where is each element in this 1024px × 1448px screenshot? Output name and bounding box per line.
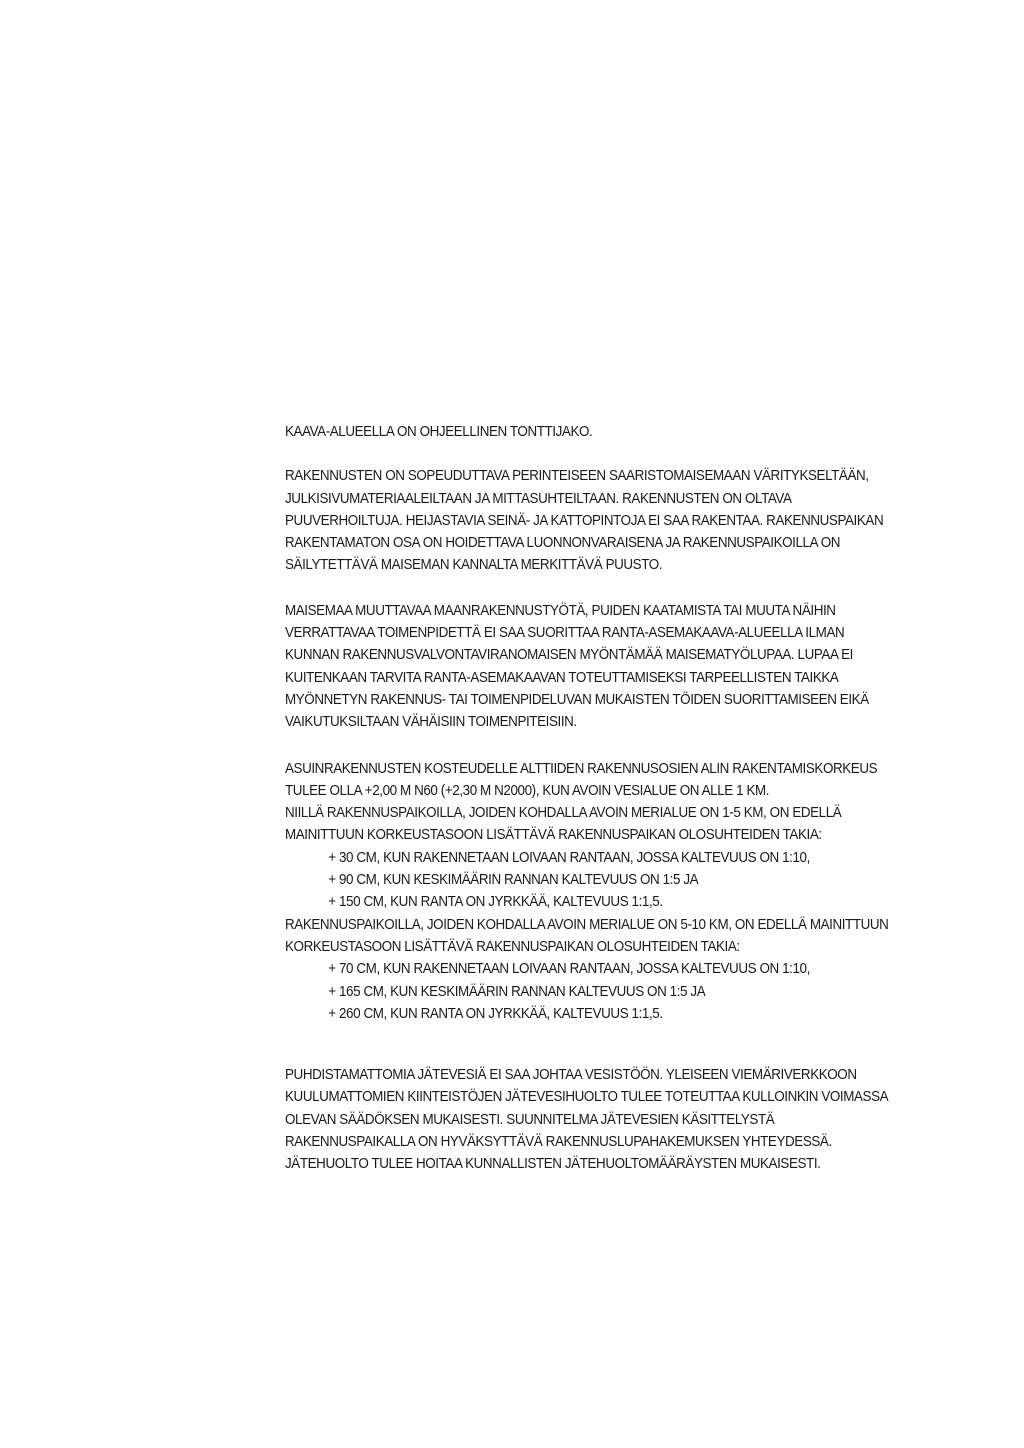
text-line: KAAVA-ALUEELLA ON OHJEELLINEN TONTTIJAKO. (285, 424, 593, 440)
text-line: ASUINRAKENNUSTEN KOSTEUDELLE ALTTIIDEN RAKENNUSOSIEN ALIN RAKENTAMISKORKEUS (285, 760, 878, 777)
text-line: RAKENNUSTEN ON SOPEUDUTTAVA PERINTEISEEN SAARISTOMAISEMAAN VÄRITYKSELTÄÄN, (285, 468, 869, 485)
text-line: JÄTEHUOLTO TULEE HOITAA KUNNALLISTEN JÄTEHUOLTOMÄÄRÄYSTEN MUKAISESTI. (285, 1156, 821, 1173)
paragraph-construction-height (285, 758, 901, 1026)
paragraph-wastewater (285, 1064, 901, 1175)
list-item: + 150 CM, KUN RANTA ON JYRKKÄÄ, KALTEVUUS 1:1,5. (328, 894, 663, 911)
text-line: MAINITTUUN KORKEUSTASOON LISÄTTÄVÄ RAKENNUSPAIKAN OLOSUHTEIDEN TAKIA: (285, 827, 822, 844)
list-item: + 30 CM, KUN RAKENNETAAN LOIVAAN RANTAAN, JOSSA KALTEVUUS ON 1:10, (328, 849, 810, 866)
text-line: RAKENTAMATON OSA ON HOIDETTAVA LUONNONVARAISENA JA RAKENNUSPAIKOILLA ON (285, 535, 841, 552)
list-item: + 165 CM, KUN KESKIMÄÄRIN RANNAN KALTEVUUS ON 1:5 JA (328, 983, 706, 1000)
regulations-text (285, 421, 901, 1176)
text-line: MYÖNNETYN RAKENNUS- TAI TOIMENPIDELUVAN MUKAISTEN TÖIDEN SUORITTAMISEEN EIKÄ (285, 691, 869, 708)
text-line: MAISEMAA MUUTTAVAA MAANRAKENNUSTYÖTÄ, PUIDEN KAATAMISTA TAI MUUTA NÄIHIN (285, 602, 836, 619)
text-line: VAIKUTUKSILTAAN VÄHÄISIIN TOIMENPITEISIIN. (285, 714, 577, 731)
list-item: + 70 CM, KUN RAKENNETAAN LOIVAAN RANTAAN, JOSSA KALTEVUUS ON 1:10, (328, 961, 810, 978)
text-line: PUUVERHOILTUJA. HEIJASTAVIA SEINÄ- JA KATTOPINTOJA EI SAA RAKENTAA. RAKENNUSPAIKAN (285, 512, 884, 529)
text-line: RAKENNUSPAIKOILLA, JOIDEN KOHDALLA AVOIN MERIALUE ON 5-10 KM, ON EDELLÄ MAINITTUUN (285, 916, 889, 933)
text-line: KUITENKAAN TARVITA RANTA-ASEMAKAAVAN TOTEUTTAMISEKSI TARPEELLISTEN TAIKKA (285, 669, 839, 686)
text-line: SÄILYTETTÄVÄ MAISEMAN KANNALTA MERKITTÄVÄ PUUSTO. (285, 557, 663, 574)
paragraph-plot-division (285, 421, 901, 443)
list-item: + 260 CM, KUN RANTA ON JYRKKÄÄ, KALTEVUUS 1:1,5. (328, 1005, 663, 1022)
text-line: KORKEUSTASOON LISÄTTÄVÄ RAKENNUSPAIKAN OLOSUHTEIDEN TAKIA: (285, 938, 740, 955)
text-line: RAKENNUSPAIKALLA ON HYVÄKSYTTÄVÄ RAKENNUSLUPAHAKEMUKSEN YHTEYDESSÄ. (285, 1134, 832, 1151)
text-line: NIILLÄ RAKENNUSPAIKOILLA, JOIDEN KOHDALLA AVOIN MERIALUE ON 1-5 KM, ON EDELLÄ (285, 805, 842, 822)
paragraph-landscape-permit (285, 600, 901, 734)
paragraph-building-appearance (285, 465, 901, 576)
text-line: VERRATTAVAA TOIMENPIDETTÄ EI SAA SUORITTAA RANTA-ASEMAKAAVA-ALUEELLA ILMAN (285, 625, 845, 642)
text-line: PUHDISTAMATTOMIA JÄTEVESIÄ EI SAA JOHTAA VESISTÖÖN. YLEISEEN VIEMÄRIVERKKOON (285, 1067, 857, 1084)
text-line: JULKISIVUMATERIAALEILTAAN JA MITTASUHTEILTAAN. RAKENNUSTEN ON OLTAVA (285, 490, 792, 507)
text-line: OLEVAN SÄÄDÖKSEN MUKAISESTI. SUUNNITELMA JÄTEVESIEN KÄSITTELYSTÄ (285, 1111, 775, 1128)
text-line: KUULUMATTOMIEN KIINTEISTÖJEN JÄTEVESIHUOLTO TULEE TOTEUTTAA KULLOINKIN VOIMASSA (285, 1089, 889, 1106)
text-line: KUNNAN RAKENNUSVALVONTAVIRANOMAISEN MYÖNTÄMÄÄ MAISEMATYÖLUPAA. LUPAA EI (285, 647, 853, 664)
text-line: TULEE OLLA +2,00 M N60 (+2,30 M N2000), KUN AVOIN VESIALUE ON ALLE 1 KM. (285, 782, 770, 799)
list-item: + 90 CM, KUN KESKIMÄÄRIN RANNAN KALTEVUUS ON 1:5 JA (328, 872, 699, 889)
